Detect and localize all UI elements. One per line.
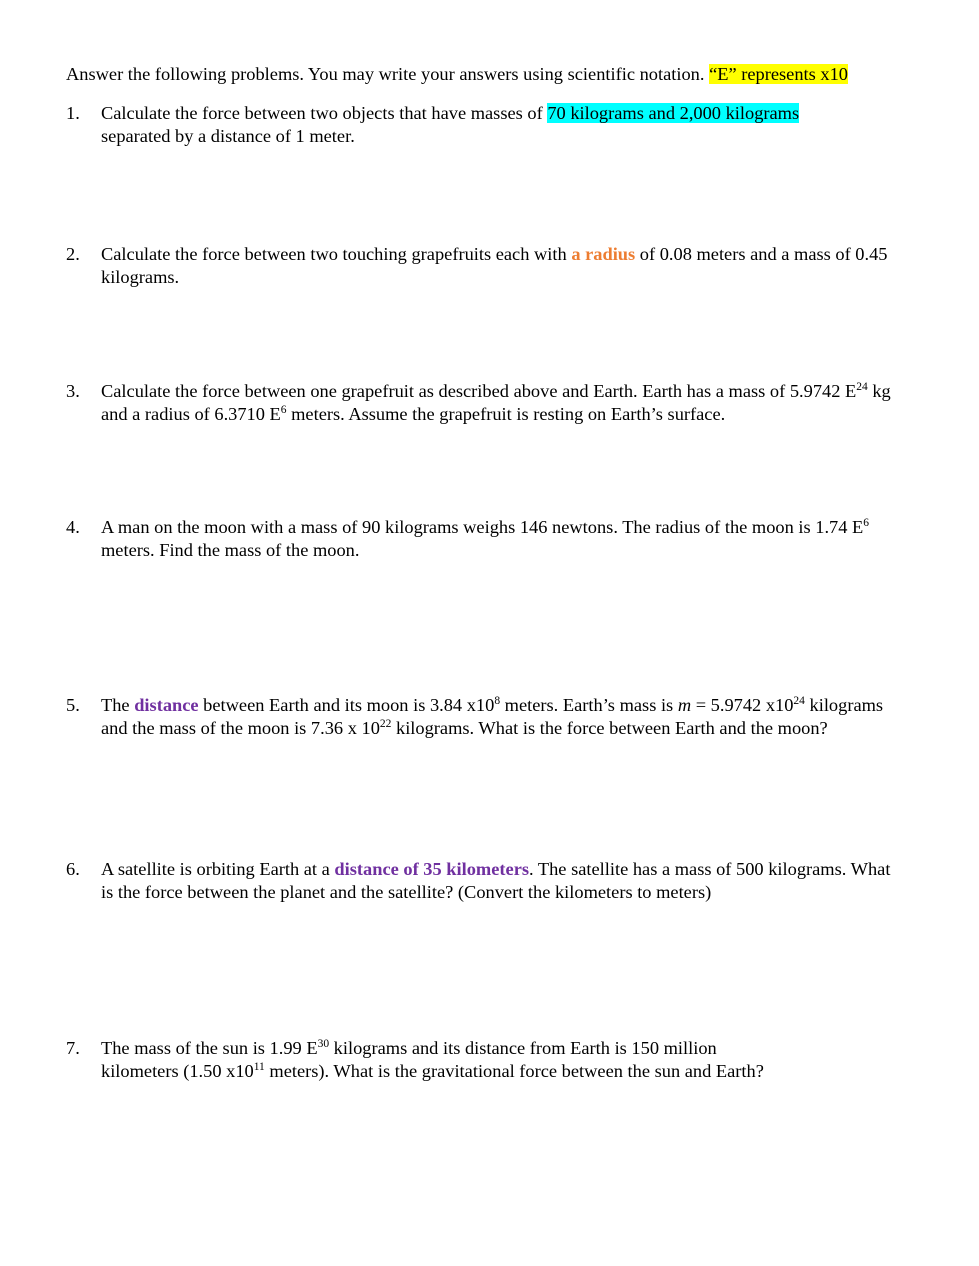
- exponent: 6: [863, 517, 870, 529]
- problem-4: [66, 516, 896, 562]
- exponent: 11: [253, 1061, 265, 1073]
- problem-text: [101, 1037, 896, 1083]
- text-segment: of 0.08 meters and a mass of 0.45 kilograms.: [101, 244, 888, 287]
- text-segment: kilograms and the mass of the moon is 7.36 x 10: [101, 695, 884, 738]
- text-segment: kilograms. What is the force between Earth and the moon?: [391, 718, 828, 738]
- text-segment: kilograms and its distance from Earth is 150 million: [329, 1038, 717, 1058]
- problem-text: [101, 102, 896, 148]
- problem-text: [101, 516, 896, 562]
- exponent: 30: [317, 1038, 330, 1050]
- problem-3: [66, 380, 896, 426]
- problem-text: [101, 380, 896, 426]
- text-segment: kg and a radius of 6.3710 E: [101, 381, 891, 424]
- problem-6: [66, 858, 896, 904]
- text-segment: between Earth and its moon is 3.84 x10: [198, 695, 495, 715]
- text-segment: Calculate the force between two touching grapefruits each with: [101, 244, 572, 264]
- problem-number: 3.: [66, 381, 80, 401]
- distance-emphasis: distance: [134, 695, 199, 715]
- text-segment: = 5.9742 x10: [691, 695, 794, 715]
- text-segment: meters. Earth’s mass is: [500, 695, 678, 715]
- masses-highlight: 70 kilograms and 2,000 kilograms: [547, 103, 800, 123]
- text-segment: meters. Assume the grapefruit is resting on Earth’s surface.: [286, 404, 726, 424]
- problem-number: 6.: [66, 859, 80, 879]
- text-segment: meters. Find the mass of the moon.: [101, 540, 360, 560]
- text-segment: A satellite is orbiting Earth at a: [101, 859, 335, 879]
- text-segment: meters). What is the gravitational force between the sun and Earth?: [264, 1061, 764, 1081]
- problem-number: 1.: [66, 103, 80, 123]
- problem-2: [66, 243, 896, 289]
- text-segment: Calculate the force between one grapefruit as described above and Earth. Earth has a mass of 5.9742 E: [101, 381, 857, 401]
- text-segment: A man on the moon with a mass of 90 kilograms weighs 146 newtons. The radius of the moon is 1.74 E: [101, 517, 864, 537]
- distance-emphasis: distance of 35 kilometers: [334, 859, 530, 879]
- text-segment: The mass of the sun is 1.99 E: [101, 1038, 318, 1058]
- text-segment: . The satellite has a mass of 500 kilograms. What is the force between the planet and the satellite? (Convert the kilometers to meters): [101, 859, 891, 902]
- exponent: 24: [793, 695, 805, 707]
- text-segment: separated by a distance of 1 meter.: [101, 126, 355, 146]
- exponent: 22: [379, 718, 392, 730]
- problem-number: 2.: [66, 244, 80, 264]
- radius-emphasis: a radius: [571, 244, 636, 264]
- text-segment: Calculate the force between two objects that have masses of: [101, 103, 548, 123]
- exponent: 8: [494, 695, 501, 707]
- problem-number: 5.: [66, 695, 80, 715]
- instructions: [66, 63, 848, 86]
- text-segment: The: [101, 695, 135, 715]
- problem-1: [66, 102, 896, 148]
- instructions-text: Answer the following problems. You may write your answers using scientific notation.: [66, 64, 710, 84]
- mass-variable: m: [677, 695, 692, 715]
- problem-5: [66, 694, 896, 740]
- problem-number: 4.: [66, 517, 80, 537]
- e-notation-highlight: “E” represents x10: [709, 64, 848, 84]
- problem-text: [101, 694, 896, 740]
- text-segment: kilometers (1.50 x10: [101, 1061, 254, 1081]
- exponent: 6: [280, 404, 287, 416]
- problem-text: [101, 243, 896, 289]
- problem-7: [66, 1037, 896, 1083]
- problem-text: [101, 858, 896, 904]
- problem-number: 7.: [66, 1038, 80, 1058]
- exponent: 24: [856, 381, 868, 393]
